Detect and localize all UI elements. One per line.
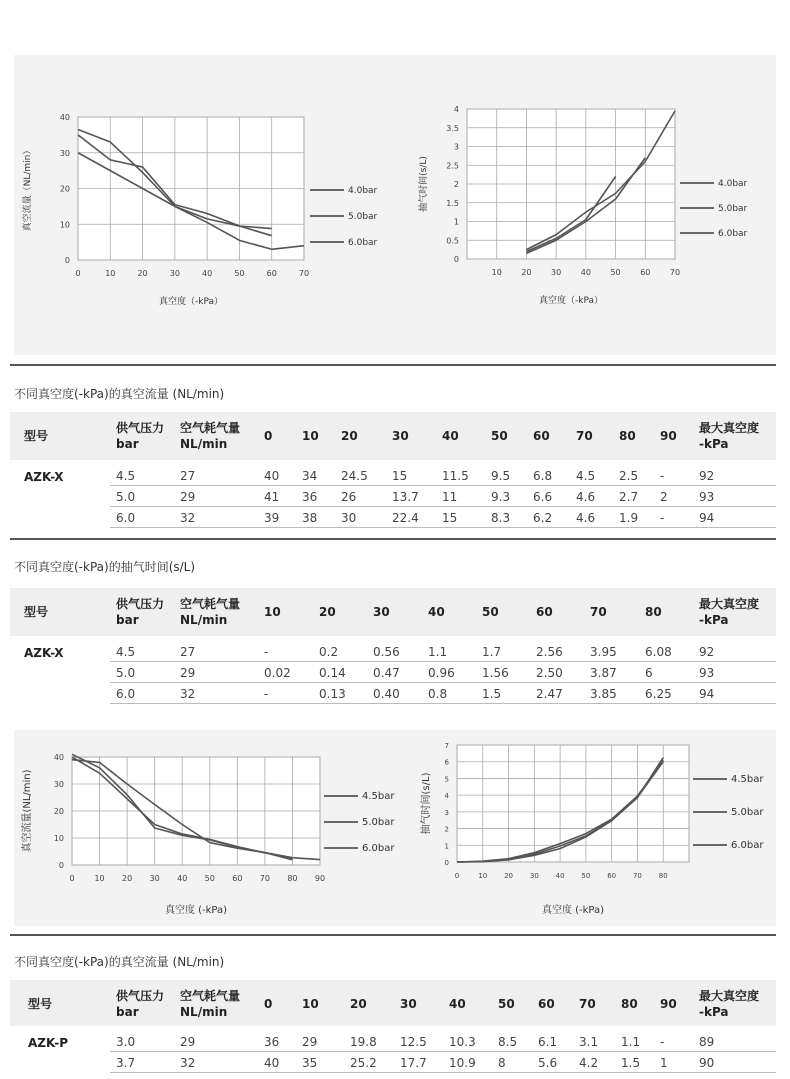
y-tick-label: 2.5 — [446, 161, 459, 171]
header-line: 10 — [302, 429, 319, 443]
x-tick-label: 40 — [177, 874, 188, 883]
table-cell: 90 — [699, 1056, 715, 1070]
table-header-cell — [264, 604, 281, 620]
table-cell: 93 — [699, 490, 715, 504]
table-cell: 94 — [699, 511, 715, 525]
table-cell: 0.96 — [428, 666, 455, 680]
table-header-cell — [180, 420, 240, 452]
table-cell: 6.0 — [116, 687, 136, 701]
header-line: 10 — [302, 997, 319, 1011]
table-cell: 40 — [264, 1056, 280, 1070]
table-header-cell — [116, 420, 164, 452]
header-line: 最大真空度 — [699, 597, 760, 611]
table-cell: 6.8 — [533, 469, 553, 483]
x-tick-label: 80 — [287, 874, 298, 883]
table-cell: 36 — [264, 1035, 280, 1049]
table-cell: 35 — [302, 1056, 318, 1070]
x-tick-label: 30 — [169, 269, 180, 278]
x-tick-label: 10 — [491, 268, 502, 277]
table-header-cell — [373, 604, 390, 620]
row-divider — [110, 1051, 776, 1052]
table-cell: 29 — [180, 1035, 196, 1049]
row-divider — [110, 1072, 776, 1073]
x-tick-label: 70 — [669, 268, 681, 277]
x-tick-label: 50 — [610, 268, 621, 277]
row-divider — [110, 485, 776, 486]
table-header-cell — [482, 604, 499, 620]
y-tick-label: 3.5 — [446, 123, 459, 133]
x-tick-label: 40 — [555, 872, 565, 880]
table-cell: 2.5 — [619, 469, 639, 483]
y-tick-label: 40 — [53, 753, 64, 762]
header-line: 40 — [449, 997, 466, 1011]
flow-chart-azk-p — [14, 735, 404, 925]
row-divider — [110, 506, 776, 507]
table-header-cell — [264, 428, 272, 444]
table-cell: 25.2 — [350, 1056, 377, 1070]
y-tick-label: 0 — [58, 861, 64, 870]
legend-label: 6.0bar — [348, 238, 378, 248]
table-cell: 8.5 — [498, 1035, 518, 1049]
table-header-cell — [660, 428, 677, 444]
table-cell: - — [660, 511, 665, 525]
table-cell: 36 — [302, 490, 318, 504]
header-line: 供气压力 — [116, 421, 165, 435]
table-cell: 22.4 — [392, 511, 419, 525]
flow-chart-azk-x — [14, 90, 394, 320]
header-line: 20 — [319, 605, 336, 619]
table-cell: 8.3 — [491, 511, 511, 525]
header-line: 50 — [498, 997, 515, 1011]
table-cell: 13.7 — [392, 490, 419, 504]
header-line: 20 — [350, 997, 367, 1011]
header-line: 80 — [621, 997, 638, 1011]
x-axis-label: 真空度 (-kPa) — [541, 905, 605, 916]
header-line: -kPa — [699, 613, 729, 627]
table-cell: 3.85 — [590, 687, 617, 701]
table-header-cell — [576, 428, 593, 444]
x-tick-label: 70 — [259, 874, 270, 883]
table-header-cell — [449, 996, 466, 1012]
table-cell: 3.1 — [579, 1035, 599, 1049]
table-cell: 10.3 — [449, 1035, 476, 1049]
y-tick-label: 10 — [53, 834, 64, 843]
row-divider — [110, 661, 776, 662]
header-line: 60 — [538, 997, 555, 1011]
table-cell: 3.0 — [116, 1035, 136, 1049]
header-line: NL/min — [180, 613, 228, 627]
table-cell: 0.40 — [373, 687, 400, 701]
header-line: 60 — [536, 605, 553, 619]
table-cell: 6.0 — [116, 511, 136, 525]
table-cell: 41 — [264, 490, 280, 504]
table-header-cell — [590, 604, 607, 620]
header-line: 最大真空度 — [699, 421, 760, 435]
table-header-cell — [392, 428, 409, 444]
table-header-cell — [699, 420, 759, 452]
header-line: 供气压力 — [116, 989, 165, 1003]
y-tick-label: 20 — [59, 184, 70, 194]
table-cell: 27 — [180, 645, 196, 659]
table-cell: 34 — [302, 469, 318, 483]
header-line: 40 — [428, 605, 445, 619]
x-tick-label: 50 — [204, 874, 215, 883]
table-cell: 5.0 — [116, 490, 136, 504]
table-cell: 29 — [302, 1035, 318, 1049]
header-line: 50 — [482, 605, 499, 619]
legend-label: 5.0bar — [718, 204, 748, 214]
plot-area — [457, 745, 689, 862]
table-cell: 0.2 — [319, 645, 339, 659]
table-cell: 10.9 — [449, 1056, 476, 1070]
table-cell: 4.6 — [576, 490, 596, 504]
row-divider — [110, 682, 776, 683]
x-tick-label: 20 — [504, 872, 514, 880]
table-cell: 11 — [442, 490, 458, 504]
y-tick-label: 1 — [453, 217, 459, 227]
header-line: 30 — [400, 997, 417, 1011]
table-header-cell — [491, 428, 508, 444]
header-line: 供气压力 — [116, 597, 165, 611]
legend-label: 4.0bar — [348, 186, 378, 196]
table-cell: 4.5 — [116, 469, 136, 483]
table-cell: 2 — [660, 490, 668, 504]
table-header-cell — [302, 428, 319, 444]
table-cell: 1 — [660, 1056, 668, 1070]
table-cell: 89 — [699, 1035, 715, 1049]
legend-label: 6.0bar — [731, 840, 764, 851]
table-cell: 12.5 — [400, 1035, 427, 1049]
x-tick-label: 10 — [478, 872, 488, 880]
legend-label: 5.0bar — [362, 817, 395, 828]
table-cell: 6 — [645, 666, 653, 680]
table-header-cell — [350, 996, 367, 1012]
table-cell: 5.6 — [538, 1056, 558, 1070]
table-header-cell — [428, 604, 445, 620]
legend-label: 5.0bar — [348, 212, 378, 222]
x-tick-label: 20 — [122, 874, 133, 883]
table-header-cell — [579, 996, 596, 1012]
x-tick-label: 80 — [658, 872, 668, 880]
table-cell: 38 — [302, 511, 318, 525]
table-cell: 6.1 — [538, 1035, 558, 1049]
x-axis-label: 真空度 (-kPa) — [164, 905, 228, 916]
table-cell: 1.7 — [482, 645, 502, 659]
x-tick-label: 30 — [551, 268, 562, 277]
y-tick-label: 10 — [59, 220, 70, 230]
row-divider — [110, 527, 776, 528]
header-line: 10 — [264, 605, 281, 619]
x-tick-label: 20 — [521, 268, 532, 277]
table-cell: 4.2 — [579, 1056, 599, 1070]
y-tick-label: 3 — [444, 808, 449, 817]
header-line: NL/min — [180, 437, 228, 451]
legend-label: 5.0bar — [731, 807, 764, 818]
table-cell: 39 — [264, 511, 280, 525]
table-header-cell — [116, 596, 164, 628]
divider-3 — [10, 934, 776, 936]
table-title: 不同真空度(-kPa)的抽气时间(s/L) — [14, 560, 196, 574]
table-header-cell — [699, 988, 759, 1020]
table-cell: 29 — [180, 490, 196, 504]
y-tick-label: 1.5 — [446, 198, 459, 208]
table-cell: 2.47 — [536, 687, 563, 701]
y-tick-label: 30 — [53, 780, 64, 789]
table-header-cell — [645, 604, 662, 620]
y-tick-label: 0.5 — [446, 236, 459, 246]
table-cell: 1.1 — [428, 645, 448, 659]
table-header-cell — [302, 996, 319, 1012]
y-tick-label: 4 — [444, 792, 449, 801]
legend-label: 4.0bar — [718, 179, 748, 189]
table-title: 不同真空度(-kPa)的真空流量 (NL/min) — [14, 387, 225, 401]
header-line: 60 — [533, 429, 550, 443]
header-line: 70 — [576, 429, 593, 443]
header-line: -kPa — [699, 1005, 729, 1019]
table-cell: 4.6 — [576, 511, 596, 525]
y-tick-label: 5 — [444, 775, 449, 784]
y-axis-label: 真空流量(NL/min) — [22, 769, 33, 853]
x-tick-label: 60 — [232, 874, 243, 883]
divider-1 — [10, 364, 776, 366]
header-line: 70 — [590, 605, 607, 619]
table-cell: 30 — [341, 511, 357, 525]
model-name: AZK-P — [28, 1036, 69, 1050]
table-cell: 27 — [180, 469, 196, 483]
y-axis-label: 抽气时间(s/L) — [419, 156, 429, 212]
header-line: 型号 — [24, 605, 49, 619]
table-cell: - — [660, 1035, 665, 1049]
x-tick-label: 30 — [149, 874, 160, 883]
header-line: 空气耗气量 — [180, 421, 241, 435]
header-line: 80 — [619, 429, 636, 443]
x-axis-label: 真空度（-kPa） — [159, 297, 223, 307]
table-cell: 6.6 — [533, 490, 553, 504]
table-cell: 15 — [392, 469, 408, 483]
header-line: bar — [116, 1005, 139, 1019]
table-cell: 1.5 — [621, 1056, 641, 1070]
table-cell: 3.7 — [116, 1056, 136, 1070]
table-cell: 3.87 — [590, 666, 617, 680]
legend-label: 4.5bar — [362, 791, 395, 802]
header-line: 30 — [392, 429, 409, 443]
table-cell: - — [264, 645, 269, 659]
x-tick-label: 60 — [607, 872, 617, 880]
table-cell: 2.7 — [619, 490, 639, 504]
table-cell: 1.1 — [621, 1035, 641, 1049]
table-cell: 0.02 — [264, 666, 291, 680]
header-line: 90 — [660, 429, 677, 443]
model-name: AZK-X — [24, 646, 64, 660]
x-tick-label: 10 — [94, 874, 105, 883]
table-header-cell — [619, 428, 636, 444]
table-header-cell — [621, 996, 638, 1012]
evac-time-chart-azk-p — [405, 735, 776, 925]
y-tick-label: 1 — [444, 842, 449, 851]
table-cell: 15 — [442, 511, 458, 525]
y-tick-label: 0 — [444, 859, 449, 867]
table-cell: 26 — [341, 490, 357, 504]
table-cell: - — [660, 469, 665, 483]
y-axis-label: 抽气时间(s/L) — [421, 772, 432, 835]
x-tick-label: 0 — [454, 872, 460, 880]
table-cell: 32 — [180, 1056, 196, 1070]
header-line: 40 — [442, 429, 459, 443]
table-cell: 5.0 — [116, 666, 136, 680]
table-cell: 8 — [498, 1056, 506, 1070]
y-axis-label: 真空流量（NL/min） — [23, 145, 33, 232]
table-cell: 9.5 — [491, 469, 511, 483]
header-line: 20 — [341, 429, 358, 443]
table-header-cell — [24, 428, 48, 444]
legend-label: 6.0bar — [718, 229, 748, 239]
y-tick-label: 4 — [453, 105, 459, 114]
table-cell: 4.5 — [576, 469, 596, 483]
header-line: 70 — [579, 997, 596, 1011]
x-tick-label: 90 — [314, 874, 326, 883]
header-line: NL/min — [180, 1005, 228, 1019]
table-header-cell — [660, 996, 677, 1012]
y-tick-label: 2 — [453, 180, 459, 189]
x-tick-label: 0 — [69, 874, 75, 883]
x-tick-label: 40 — [202, 269, 213, 278]
table-header-cell — [400, 996, 417, 1012]
x-tick-label: 40 — [580, 268, 591, 277]
header-line: 80 — [645, 605, 662, 619]
table-header-cell — [28, 996, 52, 1012]
evac-time-chart-azk-x — [400, 90, 776, 320]
table-cell: 17.7 — [400, 1056, 427, 1070]
table-cell: 11.5 — [442, 469, 469, 483]
x-axis-label: 真空度（-kPa） — [539, 296, 603, 306]
header-line: bar — [116, 437, 139, 451]
y-tick-label: 40 — [59, 113, 70, 122]
table-cell: 6.2 — [533, 511, 553, 525]
table-header-cell — [24, 604, 48, 620]
table-cell: 40 — [264, 469, 280, 483]
table-cell: 93 — [699, 666, 715, 680]
table-header-cell — [319, 604, 336, 620]
table-header-cell — [538, 996, 555, 1012]
table-cell: 32 — [180, 687, 196, 701]
x-tick-label: 50 — [234, 269, 245, 278]
header-line: 0 — [264, 429, 273, 443]
header-line: bar — [116, 613, 139, 627]
header-line: 型号 — [24, 429, 49, 443]
y-tick-label: 6 — [444, 758, 449, 767]
header-line: 最大真空度 — [699, 989, 760, 1003]
table-cell: 4.5 — [116, 645, 136, 659]
header-line: 型号 — [28, 997, 53, 1011]
header-line: 空气耗气量 — [180, 989, 241, 1003]
table-header-cell — [536, 604, 553, 620]
y-tick-label: 7 — [444, 742, 449, 750]
header-line: 空气耗气量 — [180, 597, 241, 611]
table-header-cell — [341, 428, 358, 444]
legend-label: 6.0bar — [362, 843, 395, 854]
header-line: 90 — [660, 997, 677, 1011]
table-cell: 19.8 — [350, 1035, 377, 1049]
y-tick-label: 0 — [64, 256, 70, 265]
table-header-cell — [699, 596, 759, 628]
y-tick-label: 0 — [453, 255, 459, 264]
y-tick-label: 2 — [444, 825, 449, 834]
y-tick-label: 20 — [53, 807, 64, 816]
table-header-cell — [498, 996, 515, 1012]
divider-2 — [10, 538, 776, 540]
table-cell: 0.8 — [428, 687, 448, 701]
table-cell: 0.13 — [319, 687, 346, 701]
table-header-cell — [180, 988, 240, 1020]
table-cell: 2.50 — [536, 666, 563, 680]
header-line: 30 — [373, 605, 390, 619]
table-cell: 24.5 — [341, 469, 368, 483]
table-title: 不同真空度(-kPa)的真空流量 (NL/min) — [14, 955, 225, 969]
table-header-cell — [116, 988, 164, 1020]
x-tick-label: 50 — [581, 872, 591, 880]
table-cell: 9.3 — [491, 490, 511, 504]
table-cell: 29 — [180, 666, 196, 680]
model-name: AZK-X — [24, 470, 64, 484]
table-cell: 0.56 — [373, 645, 400, 659]
y-tick-label: 3 — [453, 142, 459, 152]
table-cell: 6.08 — [645, 645, 672, 659]
table-cell: 3.95 — [590, 645, 617, 659]
table-cell: 1.9 — [619, 511, 639, 525]
table-cell: 92 — [699, 645, 715, 659]
header-line: -kPa — [699, 437, 729, 451]
x-tick-label: 60 — [640, 268, 651, 277]
table-header-cell — [180, 596, 240, 628]
table-cell: 32 — [180, 511, 196, 525]
x-tick-label: 70 — [298, 269, 310, 278]
x-tick-label: 30 — [529, 872, 539, 880]
x-tick-label: 60 — [266, 269, 277, 278]
header-line: 50 — [491, 429, 508, 443]
table-cell: 6.25 — [645, 687, 672, 701]
header-line: 0 — [264, 997, 273, 1011]
x-tick-label: 0 — [75, 269, 81, 278]
table-cell: 0.14 — [319, 666, 346, 680]
table-cell: - — [264, 687, 269, 701]
table-cell: 0.47 — [373, 666, 400, 680]
legend-label: 4.5bar — [731, 774, 764, 785]
table-header-cell — [442, 428, 459, 444]
table-header-cell — [264, 996, 272, 1012]
row-divider — [110, 703, 776, 704]
x-tick-label: 10 — [105, 269, 116, 278]
table-cell: 1.56 — [482, 666, 509, 680]
table-cell: 94 — [699, 687, 715, 701]
table-cell: 92 — [699, 469, 715, 483]
table-cell: 1.5 — [482, 687, 502, 701]
table-header-cell — [533, 428, 550, 444]
table-cell: 2.56 — [536, 645, 563, 659]
x-tick-label: 20 — [137, 269, 148, 278]
x-tick-label: 70 — [632, 872, 642, 880]
y-tick-label: 30 — [59, 148, 70, 158]
